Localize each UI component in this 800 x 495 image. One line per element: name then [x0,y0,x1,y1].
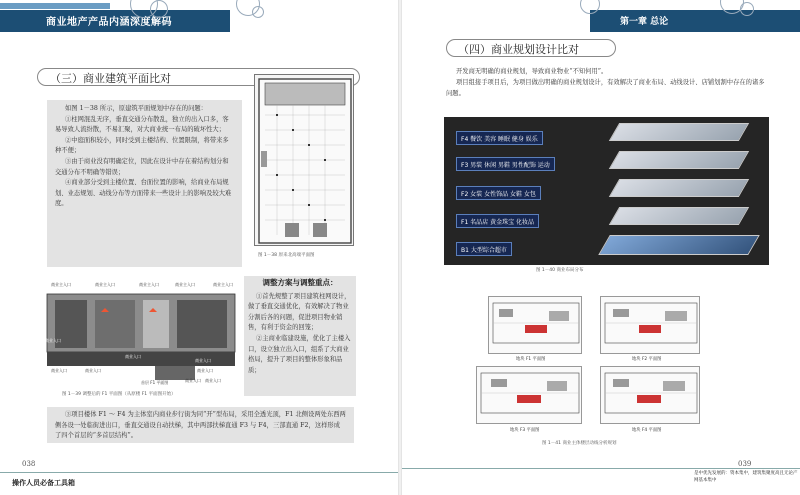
paragraph: 开发商无明确的商业规划，导致商业物业“不知何用”。 [456,68,608,75]
paragraph: 项目组接手项目后，为项目做出明确的商业规划设计，有效解决了商业布局、动线设计、店铺划割中存在的诸多问题。 [446,79,765,97]
floor-plan-f3 [476,366,582,424]
adjusted-f1-plan [45,282,237,388]
floor-label-f2: F2 女装 女性饰品 女鞋 女包 [456,186,541,200]
entrance-label: 商业主入口 [139,282,159,287]
footer-rule [0,472,400,473]
entrance-label: 商业入口 [185,378,201,383]
floor-plan-drawing [255,75,354,246]
floor-slab [609,151,749,169]
figure-caption: 图 1－38 原来北高端平面图 [258,253,315,258]
entrance-label: 商业入口 [197,368,213,373]
paragraph: ③由于商业没有明确定位，因此在设计中存在着结构划分和交通分布不明确等错误； [55,157,229,176]
original-floor-plan [254,74,354,246]
floor-slab [609,179,749,197]
entrance-label: 商业入口 [125,354,141,359]
floor-label-f3: F3 男装 休闲 男鞋 男性配饰 运动 [456,157,555,171]
footer-rule [402,468,800,469]
floor-label-f1: F1 名品店 黄金珠宝 化妆品 [456,214,539,228]
section-title: （四）商业规划设计比对 [458,43,579,56]
page-number: 038 [22,460,36,468]
paragraph: ②中庭面积较小，同时受到主楼结构、位置限制，将带来多种不便； [55,136,229,155]
paragraph: 如图 1－38 所示，原建筑平面规划中存在的问题： [65,105,207,112]
entrance-label: 商业主入口 [175,282,195,287]
paragraph: ①柱网混乱无序，垂直交通分布散乱，独立的出入口多，客易导致人流纷散，不易汇聚，对大商业统一布局的破坏性大； [55,115,229,134]
entrance-label: 商业入口 [85,368,101,373]
book-title: 商业地产产品内涵深度解码 [46,17,172,28]
figure-caption: 图 1－41 商业主体楼层动线分析规划 [542,441,617,446]
entrance-label: 商业入口 [195,358,211,363]
plan-caption: 地块 F1 平面图 [516,357,546,362]
adjustment-title: 调整方案与调整重点： [262,278,338,287]
paragraph: ②主商业临建设施，优化了主楼入口，设立独立出入口，组系了大商业格局，提升了项目的整体形象和品质； [248,334,351,374]
adjustment-plan [244,276,356,396]
floor-label-b1: B1 大型综合超市 [456,242,512,256]
planning-intro [446,66,766,99]
floor-layout-diagram [444,117,769,265]
entrance-label: 商业主入口 [213,282,233,287]
entrance-label: 商业入口 [205,378,221,383]
plan-label: 首层 F1 平面图 [141,380,169,385]
floor-plan-f1 [488,296,582,354]
adjustment-summary [47,407,354,443]
paragraph: ①首先规整了项目建筑柱网设计，做了垂直交通优化，有效解决了物业分割后各的问题，促进项目物业销售，有利于资金的回笼； [248,292,351,332]
page-number: 039 [738,460,752,468]
footer-text: 操作人员必备工具箱 [12,479,75,487]
plan-caption: 地块 F2 平面图 [632,357,662,362]
entrance-label: 商业入口 [51,368,67,373]
entrance-label: 商业入口 [45,338,61,343]
floor-slab [598,235,760,255]
entrance-label: 商业主入口 [95,282,115,287]
paragraph: ③项目楼体 F1 ～ F4 为主体室内商业步行街为同“开”型布局，采用全透光顶，F1 北侧设两处东西两侧各设一处临街进出口，垂直交通设自动扶梯，其中两部扶梯直通 F3 与 F4，三部直通 F2，这样形成了四个首层的“多首层结构”。 [55,411,346,440]
paragraph: ④商业部分受到主楼位置、台面位置的影响，给商业布局规划、业态规划、动线分布等方面带来一些设计上的影响及较大难度。 [55,179,232,208]
floor-plan-f2 [600,296,700,354]
entrance-label: 商业主入口 [51,282,71,287]
floor-slab [609,123,749,141]
plan-caption: 地块 F3 平面图 [510,428,540,433]
footer [0,476,250,488]
header-stripe [0,3,110,9]
book-gutter [398,0,402,495]
figure-caption: 图 1－39 调整后的 F1 平面图（从原楼 F1 平面图开始） [62,392,176,397]
chapter-title: 第一章 总论 [620,17,669,27]
problem-description [47,100,242,267]
floor-label-f4: F4 餐饮 美容 睡眠 健身 娱乐 [456,131,543,145]
section-title: （三）商业建筑平面比对 [50,72,171,85]
floor-plan-f4 [600,366,700,424]
figure-caption: 图 1－40 商业布局分布 [536,268,584,273]
footer-text: 是中优先发展的：资本集中，建筑集聚度高且无论产网基本集中 [694,471,798,483]
plan-caption: 地块 F4 平面图 [632,428,662,433]
floor-slab [609,207,749,225]
